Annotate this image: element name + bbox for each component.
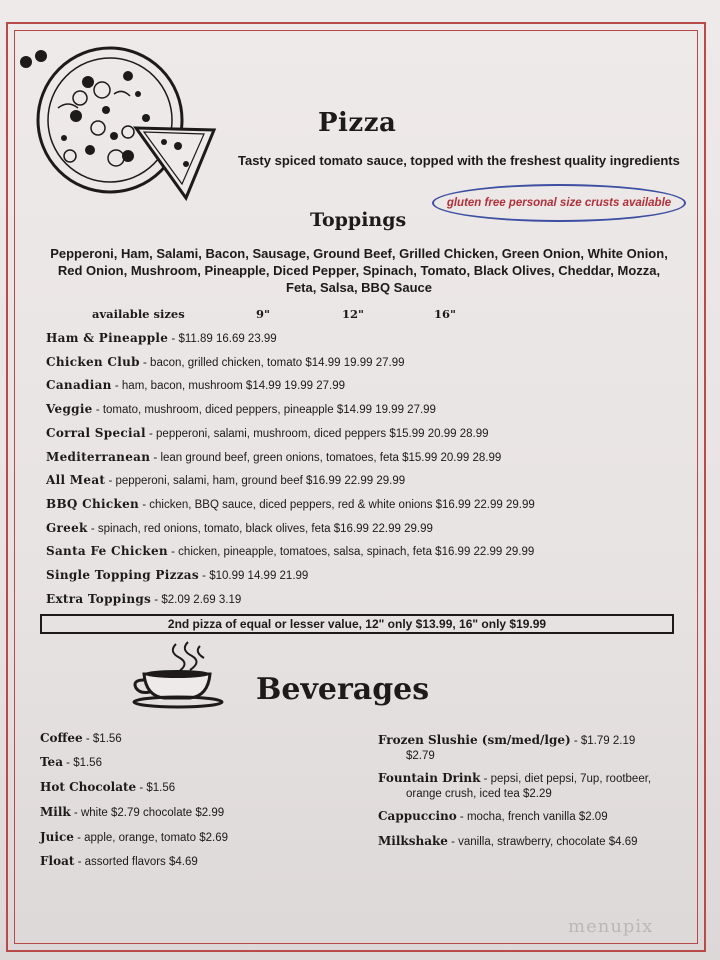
beverage-desc: - assorted flavors $4.69 (74, 856, 198, 868)
pizza-desc: - ham, bacon, mushroom (111, 380, 246, 392)
gluten-free-note (432, 184, 686, 222)
second-pizza-promo: 2nd pizza of equal or lesser value, 12" only $13.99, 16" only $19.99 (40, 614, 674, 634)
beverage-item (378, 834, 638, 850)
beverages-title: Beverages (256, 672, 430, 707)
pizza-name: Greek (46, 521, 88, 535)
beverage-item (40, 755, 102, 771)
pizza-name: Veggie (46, 402, 93, 416)
pizza-prices: $16.99 22.99 29.99 (333, 523, 433, 535)
pizza-row (46, 402, 436, 416)
beverage-desc: - vanilla, strawberry, chocolate $4.69 (447, 836, 638, 848)
beverage-name: Juice (40, 830, 74, 844)
pizza-name: Ham & Pineapple (46, 331, 169, 345)
pizza-prices: $15.99 20.99 28.99 (402, 452, 502, 464)
pizza-prices: $15.99 20.99 28.99 (389, 428, 489, 440)
beverage-name: Tea (40, 755, 63, 769)
pizza-row (46, 521, 433, 535)
beverage-desc: - white $2.79 chocolate $2.99 (70, 807, 225, 819)
pizza-desc: - (168, 333, 179, 345)
gluten-free-text: gluten free personal size crusts available (446, 197, 672, 209)
size-16: 16" (434, 307, 456, 321)
pizza-desc: - pepperoni, salami, ham, ground beef (105, 475, 306, 487)
size-12: 12" (342, 307, 364, 321)
pizza-desc: - chicken, BBQ sauce, diced peppers, red & white onions (139, 499, 436, 511)
pizza-prices: $14.99 19.99 27.99 (245, 380, 346, 392)
pizza-name: Corral Special (46, 426, 146, 440)
pizza-prices: $16.99 22.99 29.99 (435, 499, 535, 511)
beverage-name: Coffee (40, 731, 83, 745)
sizes-label: available sizes (92, 307, 185, 321)
toppings-list: Pepperoni, Ham, Salami, Bacon, Sausage, Ground Beef, Grilled Chicken, Green Onion, White Onion, Red Onion, Mushroom, Pineapple, Diced Pepper, Spinach, Tomato, Black Olives, Cheddar, Mozza, Feta, Salsa, BBQ Sauce (50, 246, 668, 295)
pizza-name: Canadian (46, 378, 112, 392)
beverage-name: Milk (40, 805, 71, 819)
pizza-desc: - tomato, mushroom, diced peppers, pineapple (92, 404, 337, 416)
beverage-desc-cont: orange crush, iced tea $2.29 (406, 788, 552, 800)
beverage-item (40, 780, 175, 796)
pizza-name: Santa Fe Chicken (46, 544, 168, 558)
pizza-prices: $10.99 14.99 21.99 (209, 570, 309, 582)
pizza-prices: $16.99 22.99 29.99 (435, 546, 535, 558)
beverage-item (40, 830, 228, 846)
pizza-row (46, 473, 405, 487)
pizza-desc: - bacon, grilled chicken, tomato (139, 357, 306, 369)
beverage-name: Hot Chocolate (40, 780, 137, 794)
pizza-illustration (18, 38, 228, 208)
pizza-prices: $14.99 19.99 27.99 (305, 357, 405, 369)
beverage-name: Frozen Slushie (sm/med/lge) (378, 733, 571, 747)
beverage-item (40, 805, 224, 821)
beverage-desc: - mocha, french vanilla $2.09 (456, 811, 608, 823)
pizza-name: Single Topping Pizzas (46, 568, 199, 582)
pizza-name: BBQ Chicken (46, 497, 140, 511)
beverage-name: Float (40, 854, 75, 868)
pizza-name: Mediterranean (46, 450, 151, 464)
pizza-row (46, 378, 345, 392)
pizza-row (46, 331, 277, 345)
pizza-name: Extra Toppings (46, 592, 152, 606)
pizza-desc: - (198, 570, 210, 582)
pizza-name: Chicken Club (46, 355, 140, 369)
pizza-desc: - spinach, red onions, tomato, black olives, feta (87, 523, 334, 535)
pizza-prices: $2.09 2.69 3.19 (161, 594, 242, 606)
pizza-title: Pizza (318, 108, 397, 138)
beverage-desc: - pepsi, diet pepsi, 7up, rootbeer, (480, 773, 652, 785)
pizza-row (46, 544, 534, 558)
pizza-desc: - chicken, pineapple, tomatoes, salsa, spinach, feta (167, 546, 436, 558)
beverage-name: Cappuccino (378, 809, 457, 823)
pizza-name: All Meat (46, 473, 106, 487)
beverage-desc: - apple, orange, tomato $2.69 (73, 832, 228, 844)
pizza-row (46, 497, 535, 511)
pizza-prices: $11.89 16.69 23.99 (178, 333, 277, 345)
beverage-name: Milkshake (378, 834, 448, 848)
pizza-desc: - (151, 594, 162, 606)
pizza-prices: $14.99 19.99 27.99 (336, 404, 436, 416)
pizza-row (46, 450, 501, 464)
beverage-item (378, 809, 608, 825)
pizza-row (46, 568, 308, 582)
beverage-item (378, 771, 651, 802)
beverage-desc: - $1.56 (136, 782, 176, 794)
beverage-desc: - $1.79 2.19 (570, 735, 636, 747)
menupix-watermark: menupix (568, 916, 654, 937)
pizza-desc: - pepperoni, salami, mushroom, diced peppers (145, 428, 390, 440)
coffee-cup-icon (130, 640, 230, 710)
pizza-row (46, 592, 241, 606)
pizza-prices: $16.99 22.99 29.99 (305, 475, 406, 487)
beverage-item (378, 733, 635, 764)
toppings-title: Toppings (310, 209, 407, 231)
beverage-item (40, 854, 198, 870)
size-9: 9" (256, 307, 270, 321)
beverage-desc: - $1.56 (82, 733, 122, 745)
beverage-name: Fountain Drink (378, 771, 481, 785)
pizza-row (46, 426, 488, 440)
pizza-subtitle: Tasty spiced tomato sauce, topped with the freshest quality ingredients (238, 153, 680, 168)
beverage-desc: - $1.56 (62, 757, 102, 769)
pizza-desc: - lean ground beef, green onions, tomatoes, feta (150, 452, 403, 464)
beverage-desc-cont: $2.79 (406, 750, 435, 762)
beverage-item (40, 731, 122, 747)
pizza-row (46, 355, 405, 369)
